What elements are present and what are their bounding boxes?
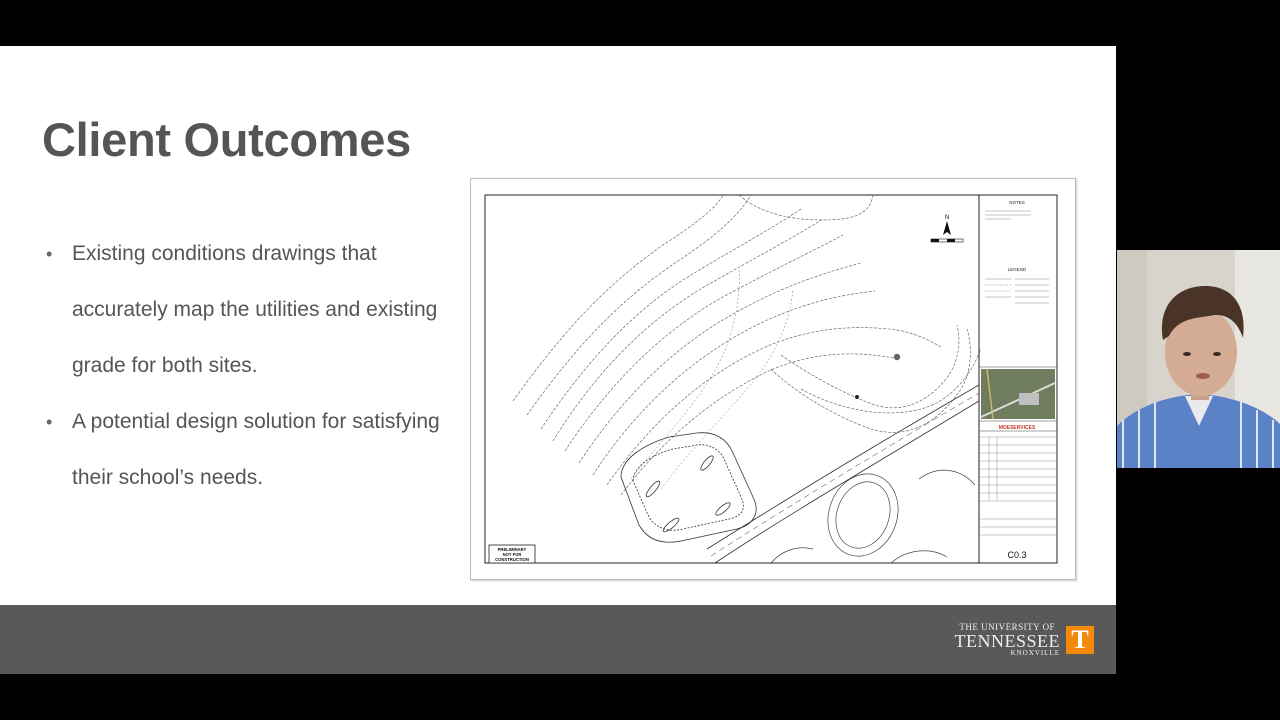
contour-lines [513,195,981,495]
presentation-slide [0,46,1116,674]
bullet-item-2 [46,394,446,506]
bullet-item-1 [46,226,446,394]
north-arrow-icon [931,215,963,242]
footer-bar [0,605,1116,674]
firm-label: MOESERVICES [998,425,1036,431]
road-lines [707,385,979,563]
legend-title: LEGEND [1007,267,1027,272]
track-field [771,464,975,566]
bullet-text-1: Existing conditions drawings that accurately map the utilities and existing grade for both sites. [72,242,438,377]
bullet-marker: • [46,412,53,432]
parking-lot [621,433,756,543]
utility-marker [855,395,859,399]
notes-title: NOTES [1009,200,1025,205]
ut-t-mark: T [1066,626,1094,654]
bullet-marker: • [46,244,53,264]
bullet-list [46,226,446,506]
ut-wordmark [955,623,1061,657]
ut-logo-sub: KNOXVILLE [1010,649,1060,657]
site-plan-drawing [470,178,1076,580]
ut-logo-top: THE UNIVERSITY OF [959,622,1056,632]
svg-text:CONSTRUCTION: CONSTRUCTION [495,557,529,562]
site-plan-svg [471,179,1075,579]
sheet-border [485,195,1057,563]
sheet-number: C0.3 [1007,550,1027,560]
webcam-video-tile [1117,250,1280,468]
ut-logo-main: TENNESSEE [954,631,1060,651]
bullet-text-2: A potential design solution for satisfying their school’s needs. [72,410,440,489]
utility-marker [894,354,900,360]
webcam-person [1117,250,1280,468]
slide-title: Client Outcomes [42,113,411,166]
ut-logo-icon [955,623,1095,657]
svg-text:N: N [944,215,950,221]
svg-text:PRELIMINARY: PRELIMINARY [497,547,527,552]
svg-text:NOT FOR: NOT FOR [502,552,522,557]
